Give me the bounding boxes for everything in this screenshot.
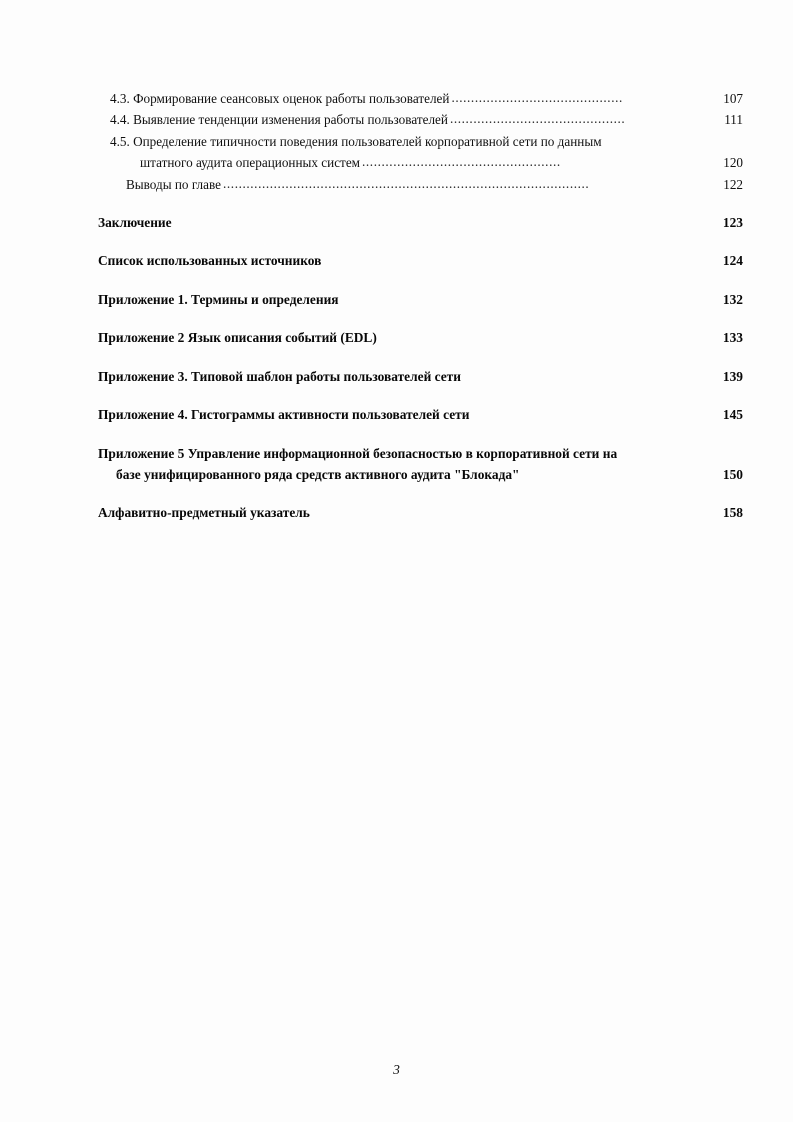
toc-entry-page: 139 — [722, 368, 743, 384]
toc-entry[interactable] — [98, 88, 743, 109]
toc-entry[interactable] — [98, 109, 743, 130]
toc-entry-title: Приложение 3. Типовой шаблон работы пользователей сети — [98, 368, 461, 384]
toc-entry-page: 145 — [722, 407, 743, 423]
toc-dot-leader: .............................................................................................. — [223, 175, 590, 191]
toc-entry-title: Выводы по главе — [126, 176, 221, 192]
toc-entry-page: 150 — [722, 466, 743, 482]
toc-entry-appendix-3[interactable] — [98, 366, 743, 387]
toc-entry-title: Список использованных источников — [98, 253, 322, 269]
toc-dot-leader: ............................................ — [451, 90, 623, 105]
toc-entry-page: 133 — [722, 330, 743, 346]
toc-entry-title: 4.3. Формирование сеансовых оценок работы пользователей — [110, 91, 450, 106]
toc-entry-page: 122 — [723, 176, 743, 192]
toc-entry-page: 111 — [724, 112, 743, 128]
toc-entry-title: Заключение — [98, 214, 172, 230]
toc-entry-page: 132 — [722, 291, 743, 307]
toc-entry-title: Алфавитно-предметный указатель — [98, 505, 310, 521]
toc-entry-page: 124 — [722, 253, 743, 269]
toc-entry-title-line2: базе унифицированного ряда средств активного аудита "Блокада" — [116, 466, 520, 482]
toc-entry-title: Приложение 1. Термины и определения — [98, 291, 339, 307]
toc-entry-page: 107 — [723, 91, 743, 106]
toc-entry-appendix-5[interactable] — [98, 443, 743, 486]
toc-entry-title-line1: 4.5. Определение типичности поведения пользователей корпоративной сети по данным — [110, 133, 602, 149]
toc-entry-page: 158 — [722, 505, 743, 521]
toc-dot-leader: ................................................... — [362, 154, 561, 170]
toc-entry[interactable] — [98, 174, 743, 195]
toc-entry-page: 123 — [722, 214, 743, 230]
toc-entry-title: Приложение 4. Гистограммы активности пользователей сети — [98, 407, 470, 423]
toc-entry-title-line2: штатного аудита операционных систем — [140, 155, 361, 171]
toc-entry-title: 4.4. Выявление тенденции изменения работы пользователей — [110, 112, 448, 128]
toc-entry-references[interactable] — [98, 250, 743, 271]
table-of-contents — [98, 88, 743, 524]
toc-entry-page: 120 — [723, 155, 743, 171]
toc-entry-title: Приложение 2 Язык описания событий (EDL) — [98, 330, 377, 346]
toc-entry-appendix-4[interactable] — [98, 404, 743, 425]
toc-entry-conclusion[interactable] — [98, 212, 743, 233]
toc-entry-appendix-1[interactable] — [98, 289, 743, 310]
toc-entry-appendix-2[interactable] — [98, 327, 743, 348]
page-folio: 3 — [393, 1062, 400, 1077]
toc-entry[interactable] — [98, 131, 743, 174]
toc-entry-title-line1: Приложение 5 Управление информационной безопасностью в корпоративной сети на — [98, 445, 618, 461]
toc-entry-index[interactable] — [98, 502, 743, 523]
toc-dot-leader: ............................................. — [449, 111, 626, 127]
